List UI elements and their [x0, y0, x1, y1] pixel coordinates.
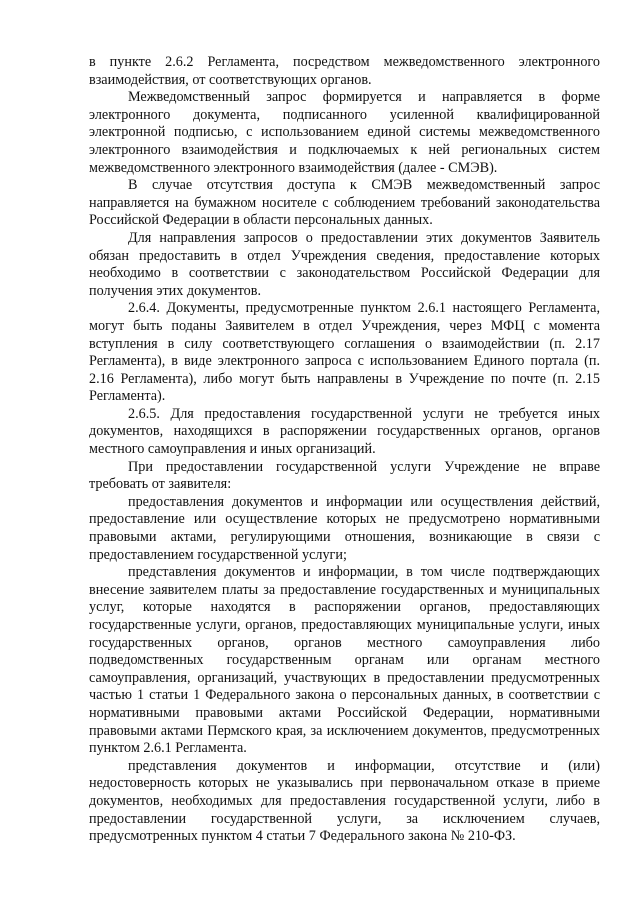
paragraph-2: Межведомственный запрос формируется и направляется в форме электронного документа, подписанного усиленной квалифицированной электронной подписью, с использованием единой системы межведомственного электронного взаимодействия и подключаемых к ней региональных систем межведомственного электронного взаимодействия (далее - СМЭВ). [89, 89, 600, 176]
paragraph-5: 2.6.4. Документы, предусмотренные пунктом 2.6.1 настоящего Регламента, могут быть поданы Заявителем в отдел Учреждения, через МФЦ с момента вступления в силу соответствующего соглашения о взаимодействии (п. 2.17 Регламента), в виде электронного запроса с использованием Единого портала (п. 2.16 Регламента), либо могут быть направлены в Учреждение по почте (п. 2.15 Регламента). [89, 300, 600, 405]
paragraph-3: В случае отсутствия доступа к СМЭВ межведомственный запрос направляется на бумажном носителе с соблюдением требований законодательства Российской Федерации в области персональных данных. [89, 177, 600, 229]
paragraph-8: предоставления документов и информации или осуществления действий, предоставление или осуществление которых не предусмотрено нормативными правовыми актами, регулирующими отношения, возникающие в связи с предоставлением государственной услуги; [89, 493, 600, 563]
paragraph-10: представления документов и информации, отсутствие и (или) недостоверность которых не указывались при первоначальном отказе в приеме документов, необходимых для предоставления государственной услуги, либо в предоставлении государственной услуги, за исключением случаев, предусмотренных пунктом 4 статьи 7 Федерального закона № 210-ФЗ. [89, 757, 600, 845]
paragraph-7: При предоставлении государственной услуги Учреждение не вправе требовать от заявителя: [89, 458, 600, 493]
paragraph-1: в пункте 2.6.2 Регламента, посредством межведомственного электронного взаимодействия, от соответствующих органов. [89, 54, 600, 88]
paragraph-4: Для направления запросов о предоставлении этих документов Заявитель обязан предоставить в отдел Учреждения сведения, предоставление которых необходимо в соответствии с законодательством Российской Федерации для получения этих документов. [89, 229, 600, 299]
paragraph-6: 2.6.5. Для предоставления государственной услуги не требуется иных документов, находящихся в распоряжении государственных органов, органов местного самоуправления и иных организаций. [89, 405, 600, 458]
paragraph-9: представления документов и информации, в том числе подтверждающих внесение заявителем платы за предоставление государственных и муниципальных услуг, которые находятся в распоряжении органов, предоставляющих государственные услуги, органов, предоставляющих муниципальные услуги, иных государственных органов, органов местного самоуправления либо подведомственных государственным органам или органам местного самоуправления, организаций, участвующих в предоставлении предусмотренных частью 1 статьи 1 Федерального закона о персональных данных, в соответствии с нормативными правовыми актами Российской Федерации, нормативными правовыми актами Пермского края, за исключением документов, предусмотренных пунктом 2.6.1 Регламента. [89, 564, 600, 757]
